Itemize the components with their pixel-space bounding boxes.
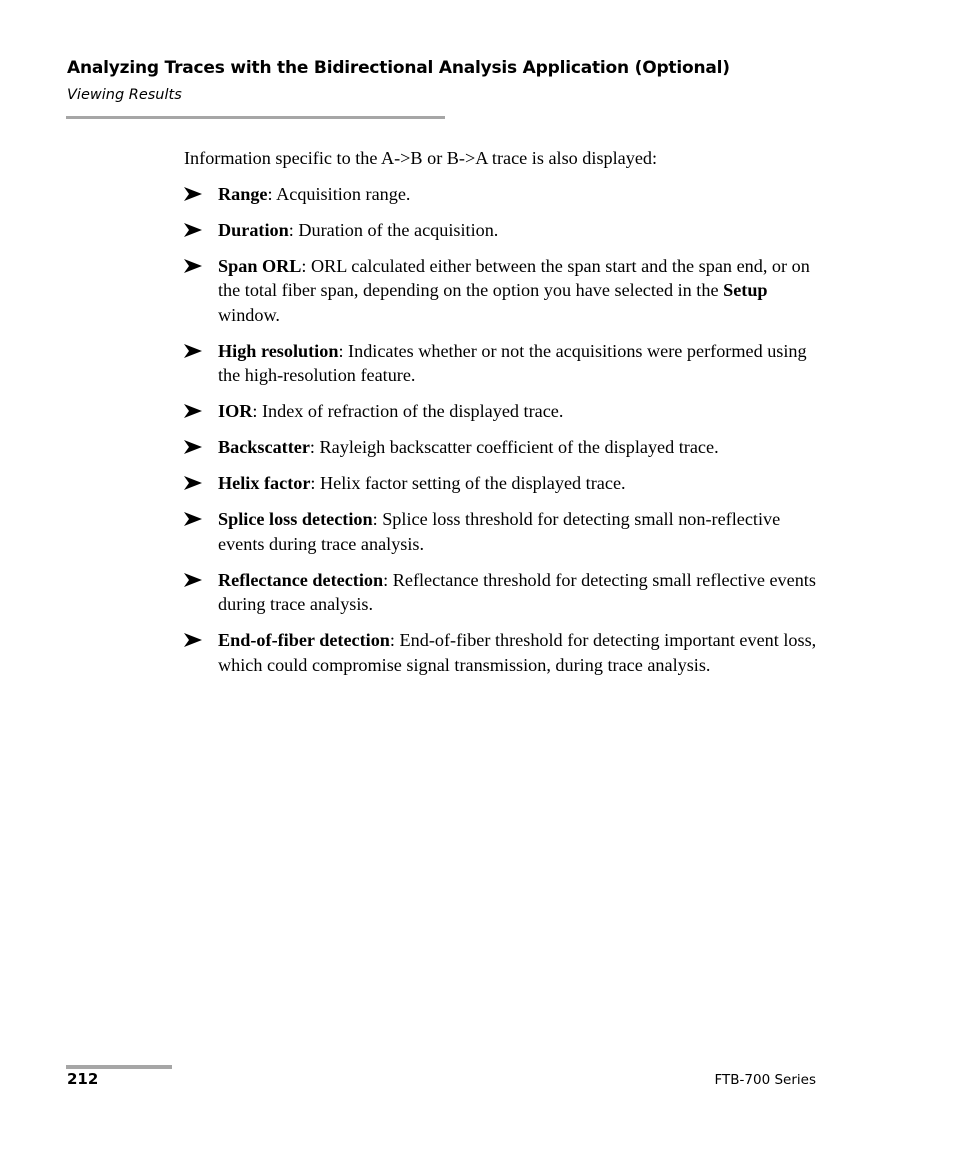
arrowhead-bullet-icon — [184, 633, 202, 647]
item-term: Span ORL — [218, 255, 302, 276]
item-term: High resolution — [218, 340, 339, 361]
item-term: Splice loss detection — [218, 509, 373, 530]
list-item-end-of-fiber — [184, 628, 824, 677]
list-item-ior — [184, 399, 824, 424]
list-item-splice-loss — [184, 507, 824, 556]
list-item-helix-factor — [184, 471, 824, 496]
item-text: : Reflectance threshold for detecting small reflective events during trace analysis. — [218, 569, 816, 615]
item-term: IOR — [218, 401, 253, 422]
arrowhead-bullet-icon — [184, 344, 202, 358]
item-term: End-of-fiber detection — [218, 630, 390, 651]
list-item-backscatter — [184, 435, 824, 460]
chapter-title: Analyzing Traces with the Bidirectional Analysis Application (Optional) — [67, 58, 730, 78]
arrowhead-bullet-icon — [184, 573, 202, 587]
page-number: 212 — [67, 1070, 99, 1088]
arrowhead-bullet-icon — [184, 404, 202, 418]
item-text: : ORL calculated either between the span start and the span end, or on the total fiber span, depending on the option you have selected in the — [218, 255, 810, 301]
bullet-list — [184, 182, 824, 678]
section-title: Viewing Results — [67, 87, 182, 103]
arrowhead-bullet-icon — [184, 223, 202, 237]
item-text: : Acquisition range. — [267, 183, 411, 204]
item-text: : Index of refraction of the displayed trace. — [252, 401, 564, 422]
item-text: : Helix factor setting of the displayed trace. — [310, 473, 626, 494]
main-content — [184, 146, 824, 689]
item-text: : Rayleigh backscatter coefficient of the displayed trace. — [309, 437, 719, 458]
arrowhead-bullet-icon — [184, 476, 202, 490]
arrowhead-bullet-icon — [184, 512, 202, 526]
item-text: : Indicates whether or not the acquisitions were performed using the high-resolution feature. — [218, 340, 807, 386]
arrowhead-bullet-icon — [184, 187, 202, 201]
intro-paragraph: Information specific to the A->B or B->A trace is also displayed: — [184, 148, 658, 168]
list-item-high-resolution — [184, 339, 824, 388]
item-text: : Duration of the acquisition. — [288, 219, 499, 240]
arrowhead-bullet-icon — [184, 259, 202, 273]
list-item-span-orl — [184, 254, 824, 328]
item-text-end: window. — [218, 304, 280, 325]
item-text: : End-of-fiber threshold for detecting important event loss, which could compromise signal transmission, during trace analysis. — [218, 630, 817, 676]
product-name: FTB-700 Series — [714, 1072, 816, 1088]
item-term-setup: Setup — [723, 280, 768, 301]
list-item-range — [184, 182, 824, 207]
page-header — [67, 57, 827, 105]
header-divider — [66, 116, 445, 119]
item-term: Reflectance detection — [218, 569, 384, 590]
item-term: Range — [218, 183, 268, 204]
item-term: Backscatter — [218, 437, 310, 458]
list-item-duration — [184, 218, 824, 243]
item-term: Duration — [218, 219, 289, 240]
list-item-reflectance — [184, 568, 824, 617]
item-term: Helix factor — [218, 473, 311, 494]
item-text: : Splice loss threshold for detecting small non-reflective events during trace analysis. — [218, 509, 781, 554]
arrowhead-bullet-icon — [184, 440, 202, 454]
